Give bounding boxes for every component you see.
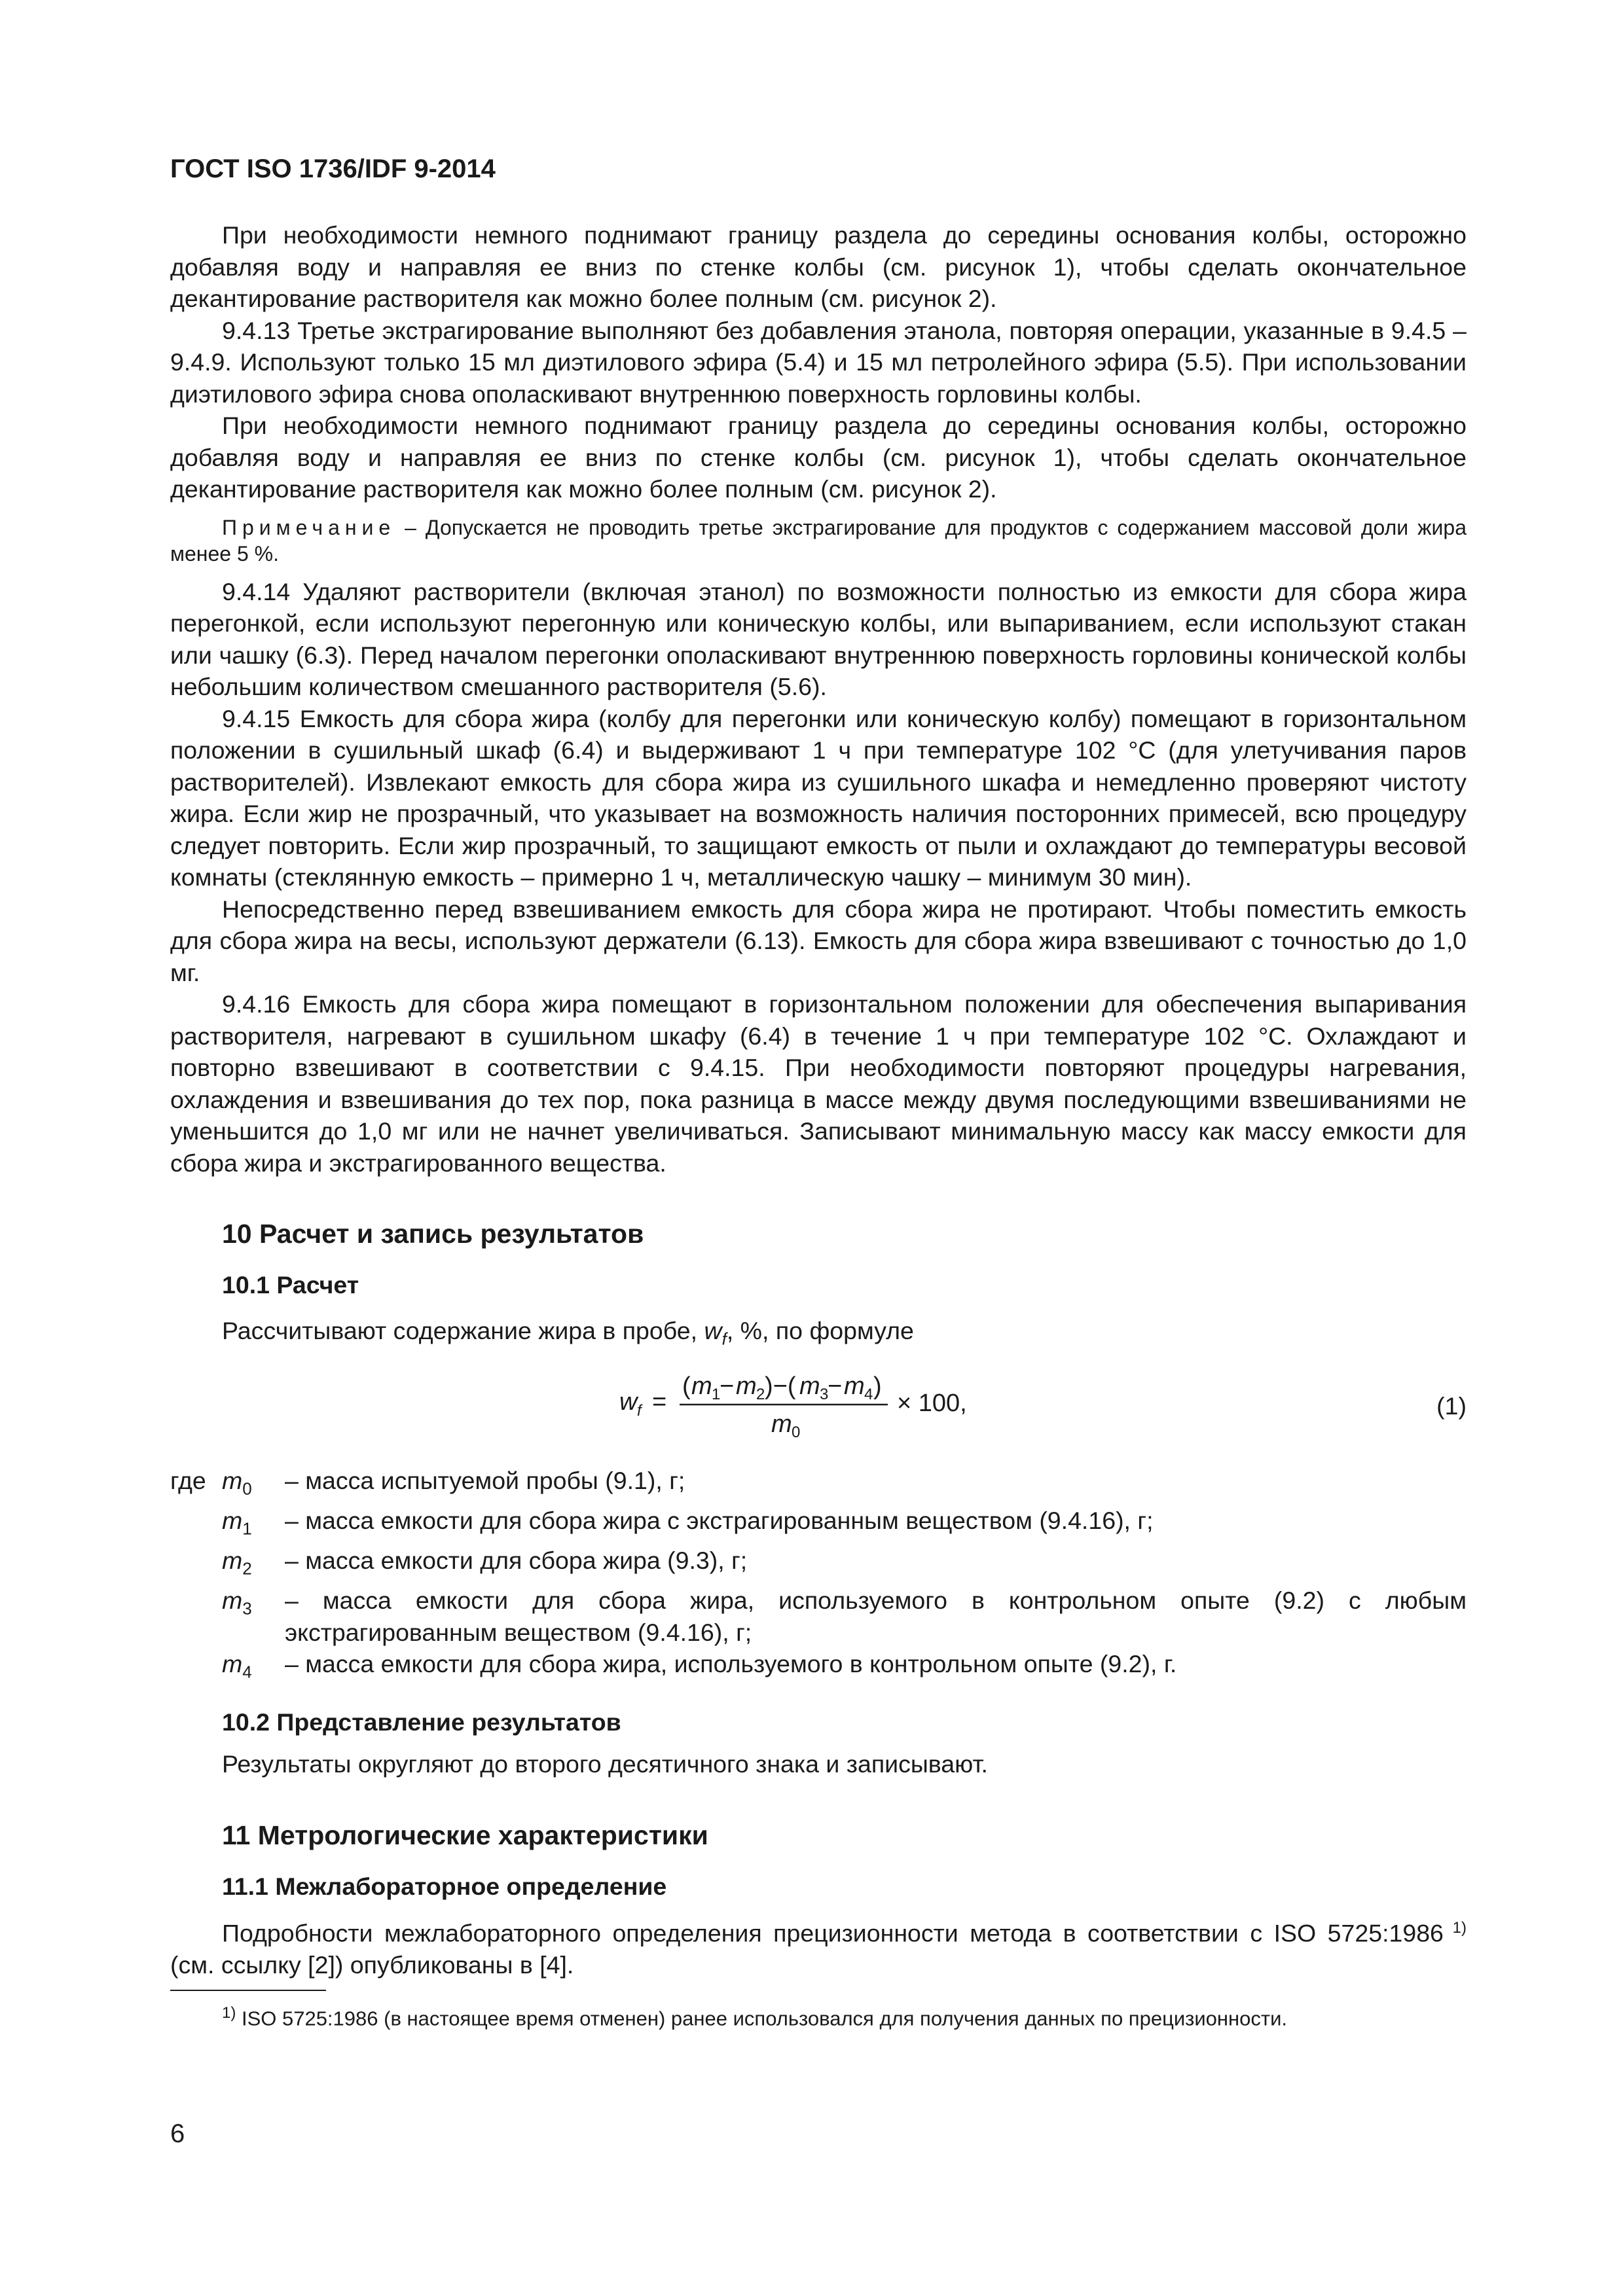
section-10-heading: 10 Расчет и запись результатов [222, 1219, 644, 1249]
where-label: где [170, 1467, 206, 1494]
interlab-text: Подробности межлабораторного определения прецизионности метода в соответствии с ISO 5725:1986 $^{1)}$ (см. ссылку [2]) опубликованы в [4]. [170, 1918, 1467, 1979]
results-presentation-text: Результаты округляют до второго десятичного знака и записывают. [222, 1750, 988, 1778]
definition-row: $m_1$ – масса емкости для сбора жира с экстрагированным веществом (9.4.16), г; [222, 1507, 1154, 1539]
paragraph-9-4-15: 9.4.15 Емкость для сбора жира (колбу для перегонки или коническую колбу) помещают в горизонтальном положении в сушильный шкаф (6.4) и выдерживают 1 ч при температуре 102 °С (для улетучивания паров растворителей). Извлекают емкость для сбора жира из сушильного шкафа и немедленно проверяют чистоту жира. Если жир не прозрачный, что указывает на возможность наличия посторонних примесей, всю процедуру следует повторить. Если жир прозрачный, то защищают емкость от пыли и охлаждают до температуры весовой комнаты (стеклянную емкость – примерно 1 ч, металлическую чашку – минимум 30 мин). [170, 704, 1467, 891]
svg-text:=: = [652, 1388, 667, 1416]
svg-text:−: − [720, 1372, 735, 1400]
subsection-10-2-heading: 10.2 Представление результатов [222, 1708, 621, 1736]
page-number: 6 [170, 2119, 185, 2148]
page-body [170, 219, 1467, 2032]
svg-text:0: 0 [792, 1424, 801, 1441]
equation-number: (1) [1436, 1392, 1467, 1420]
paragraph: При необходимости немного поднимают границу раздела до середины основания колбы, осторожно добавляя воду и направляя ее вниз по стенке колбы (см. рисунок 1), чтобы сделать окончательное декантирование растворителя как можно более полным (см. рисунок 2). [170, 221, 1467, 312]
footnote: $^{1)}$ ISO 5725:1986 (в настоящее время отменен) ранее использовался для получения данных по прецизионности. [222, 2004, 1288, 2030]
paragraph: Непосредственно перед взвешиванием емкость для сбора жира не протирают. Чтобы поместить емкость для сбора жира на весы, используют держатели (6.13). Емкость для сбора жира взвешивают с точностью до 1,0 мг. [170, 895, 1467, 986]
svg-text:m: m [771, 1410, 792, 1438]
svg-text:f: f [637, 1402, 642, 1420]
svg-text:m: m [691, 1372, 712, 1400]
svg-text:4: 4 [864, 1386, 873, 1403]
paragraph-9-4-16: 9.4.16 Емкость для сбора жира помещают в горизонтальном положении для обеспечения выпаривания растворителя, нагревают в сушильном шкафу (6.4) в течение 1 ч при температуре 102 °С. Охлаждают и повторно взвешивают в соответствии с 9.4.15. При необходимости повторяют процедуры нагревания, охлаждения и взвешивания до тех пор, пока разница в массе между двумя последующими взвешиваниями не уменьшится до 1,0 мг или не начнет увеличиваться. Записывают минимальную массу как массу емкости для сбора жира и экстрагированного вещества. [170, 990, 1467, 1177]
document-header: ГОСТ ISO 1736/IDF 9-2014 [170, 154, 496, 183]
paragraph: При необходимости немного поднимают границу раздела до середины основания колбы, осторожно добавляя воду и направляя ее вниз по стенке колбы (см. рисунок 1), чтобы сделать окончательное декантирование растворителя как можно более полным (см. рисунок 2). [170, 412, 1467, 503]
subsection-10-1-heading: 10.1 Расчет [222, 1271, 359, 1299]
definition-row: $m_3$ – масса емкости для сбора жира, используемого в контрольном опыте (9.2) с любым экстрагированным веществом (9.4.16), г; [222, 1587, 1467, 1646]
definition-row: $m_2$ – масса емкости для сбора жира (9.3), г; [222, 1547, 748, 1579]
definition-row: где $m_0$ – масса испытуемой пробы (9.1), г; [170, 1465, 1467, 1505]
note [170, 514, 1467, 567]
svg-text:3: 3 [820, 1386, 829, 1403]
svg-text:): ) [873, 1372, 882, 1400]
svg-text:m: m [799, 1372, 820, 1400]
formula-intro: Рассчитывают содержание жира в пробе, $w_f$, %, по формуле [222, 1317, 914, 1349]
svg-text:1: 1 [712, 1386, 721, 1403]
definition-row: $m_4$ – масса емкости для сбора жира, используемого в контрольном опыте (9.2), г. [222, 1650, 1177, 1682]
note-text: – Допускается не проводить третье экстрагирование для продуктов с содержанием массовой доли жира менее 5 %. [170, 515, 1467, 565]
variable-definitions [170, 1465, 1467, 1688]
subsection-11-1-heading: 11.1 Межлабораторное определение [222, 1872, 667, 1900]
svg-text:m: m [736, 1372, 757, 1400]
footnote-marker: 1) [222, 2004, 236, 2022]
paragraph-9-4-13: 9.4.13 Третье экстрагирование выполняют без добавления этанола, повторяя операции, указанные в 9.4.5 – 9.4.9. Используют только 15 мл диэтилового эфира (5.4) и 15 мл петролейного эфира (5.5). При использовании диэтилового эфира снова ополаскивают внутреннюю поверхность горловины колбы. [170, 316, 1467, 408]
svg-text:−: − [828, 1372, 843, 1400]
footnote-reference: 1) [1443, 1918, 1467, 1937]
note-label: Примечание [222, 515, 396, 539]
svg-text:m: m [844, 1372, 865, 1400]
section-11-heading: 11 Метрологические характеристики [222, 1820, 708, 1850]
svg-text:2: 2 [756, 1386, 765, 1403]
paragraph-9-4-14: 9.4.14 Удаляют растворители (включая этанол) по возможности полностью из емкости для сбора жира перегонкой, если используют перегонную или коническую колбы, или выпариванием, если используют стакан или чашку (6.3). Перед началом перегонки ополаскивают внутреннюю поверхность горловины конической колбы небольшим количеством смешанного растворителя (5.6). [170, 577, 1467, 700]
footnote-separator [170, 1990, 326, 1991]
svg-text:(: ( [682, 1372, 691, 1400]
svg-text:)−(: )−( [765, 1372, 796, 1400]
fat-content-formula [619, 1367, 1012, 1452]
formula-block [170, 1360, 1467, 1458]
svg-text:× 100,: × 100, [897, 1390, 967, 1417]
svg-text:w: w [619, 1388, 638, 1416]
